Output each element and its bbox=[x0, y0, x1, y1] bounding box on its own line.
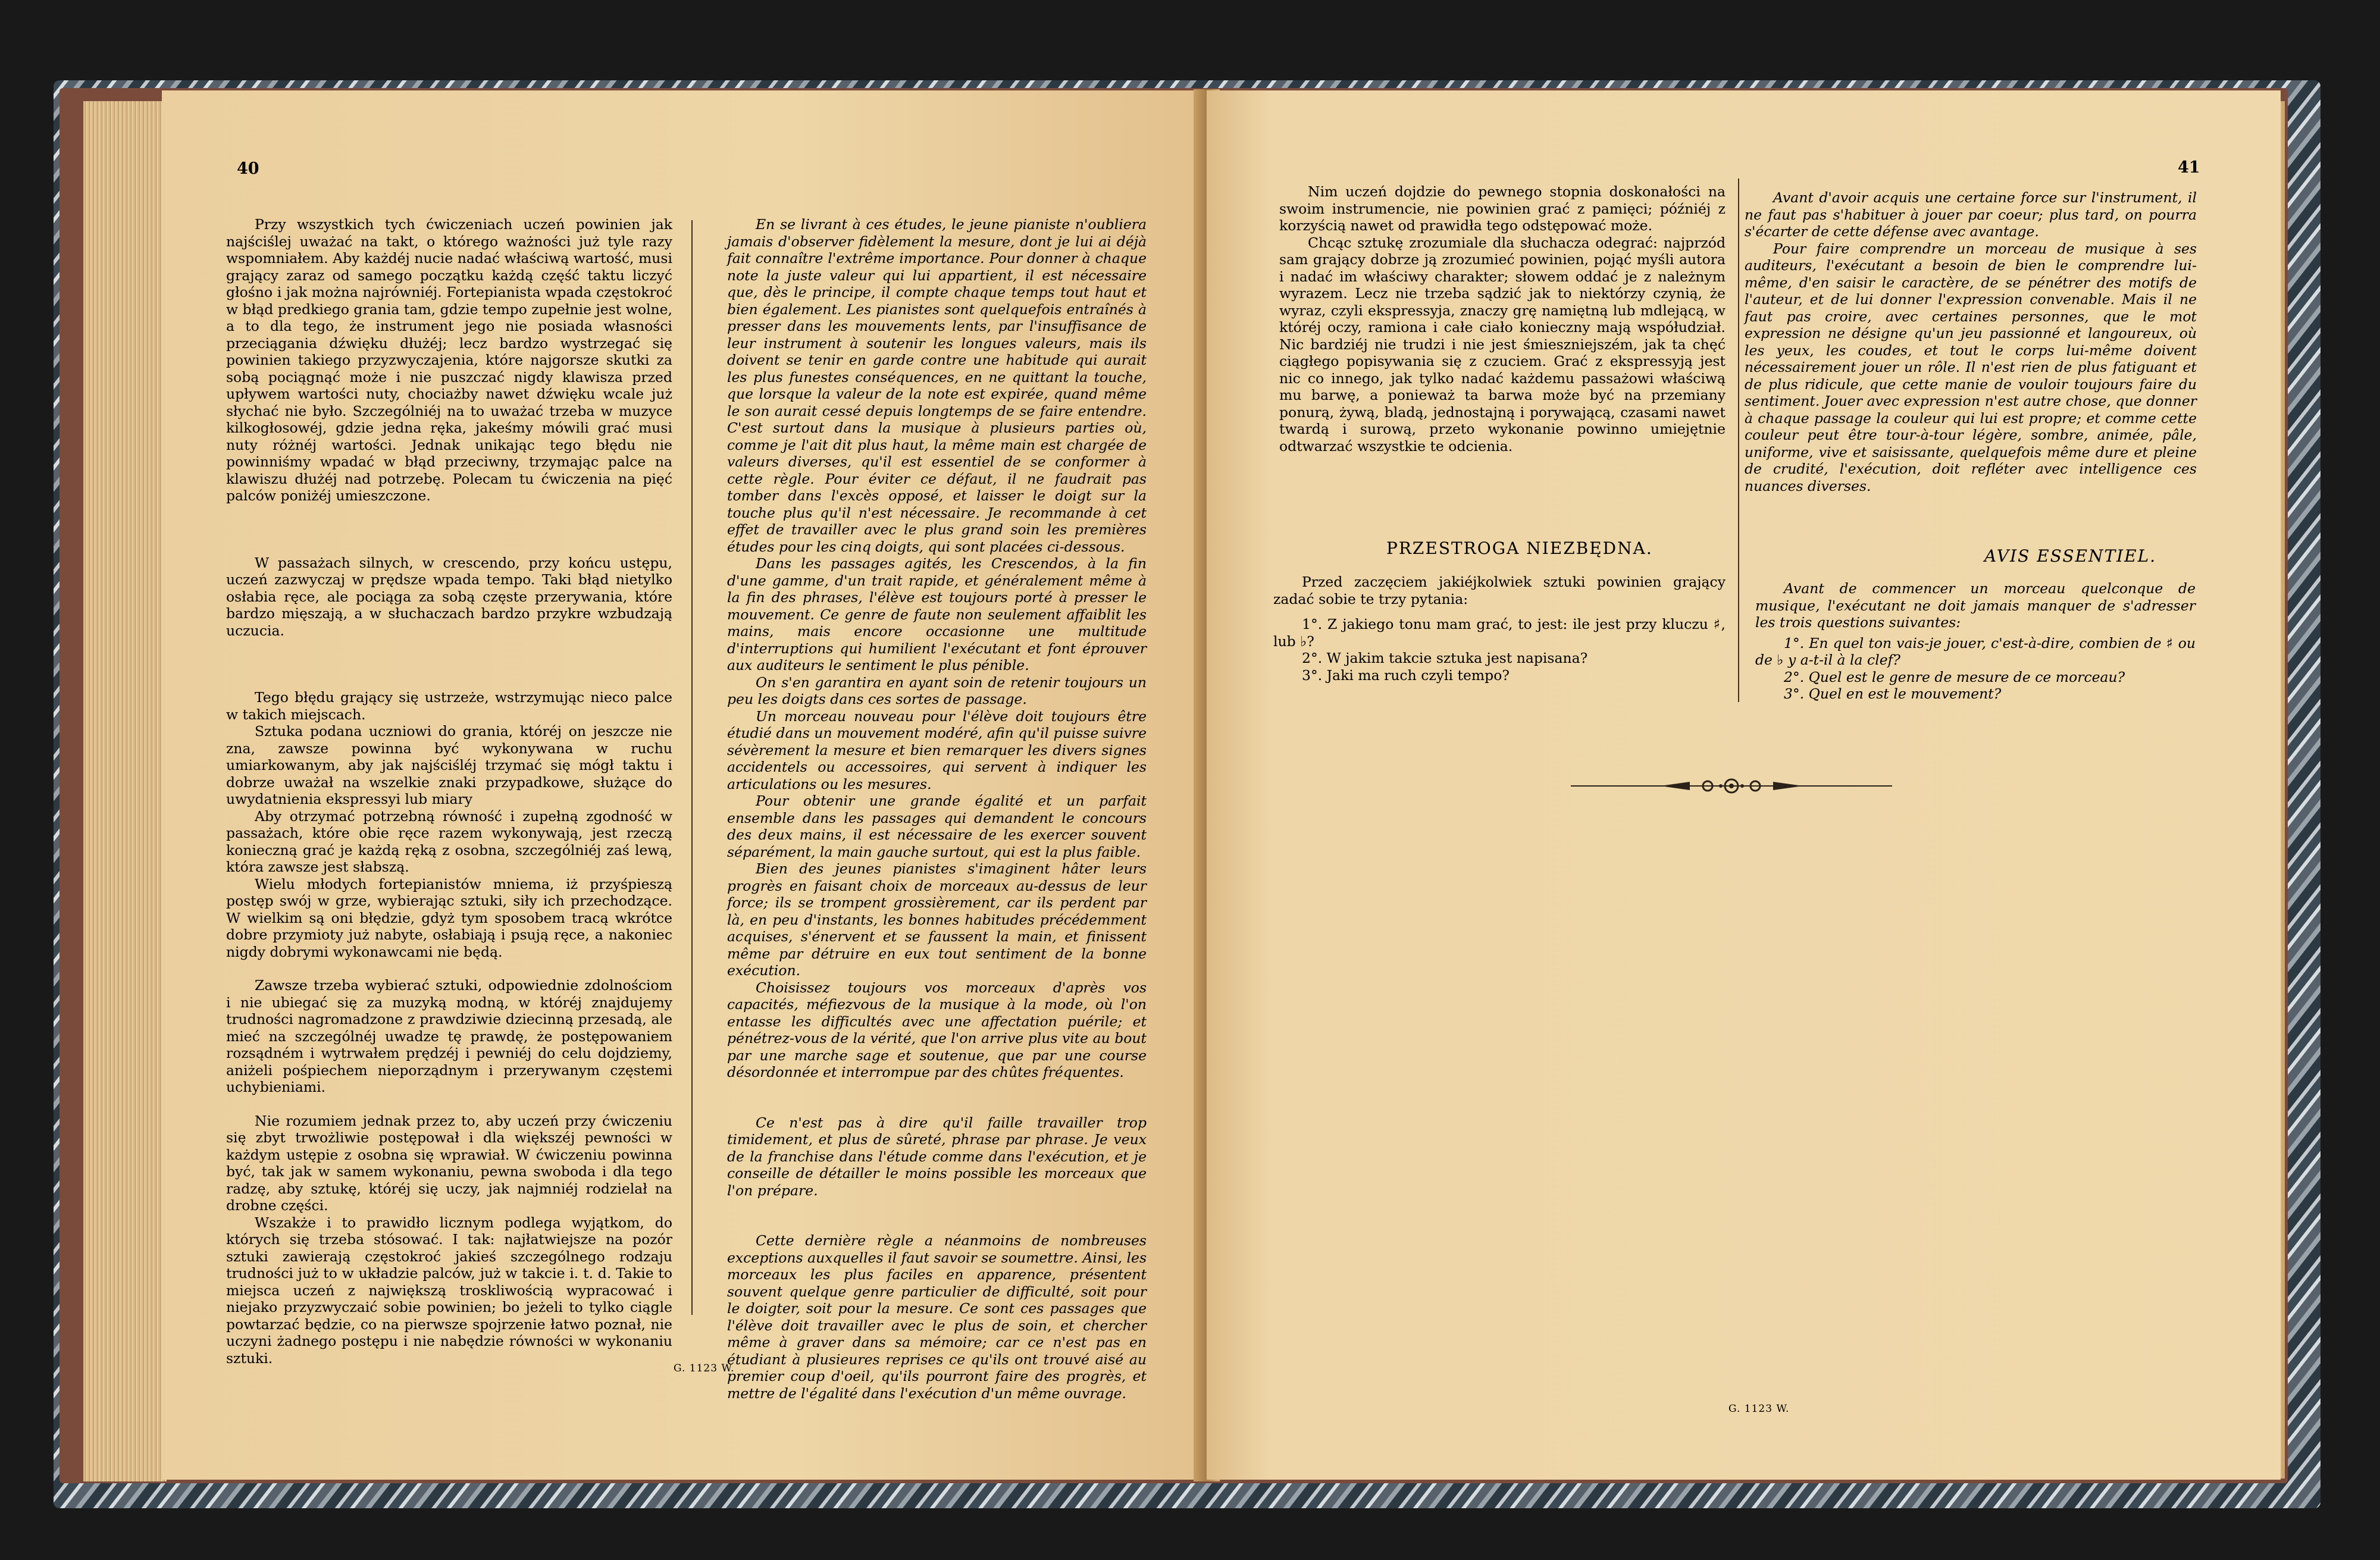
paragraph: Pour obtenir une grande égalité et un parfait ensemble dans les passages qui demandent le concours des deux mains, il est nécessaire de les exercer souvent séparément, la main gauche surtout, qui est la plus faible. bbox=[727, 792, 1147, 860]
warning-intro: Avant de commencer un morceau quelconque de musique, l'exécutant ne doit jamais manquer de s'adresser les trois questions suivantes: bbox=[1755, 580, 2196, 631]
paragraph: Dans les passages agités, les Crescendos, à la fin d'une gamme, d'un trait rapide, et généralement même à la fin des phrases, l'élève est toujours porté à presser le mouvement. Ce genre de faute non seulement affaiblit les mains, mais encore occasionne une multitude d'interruptions qui humilient l'exécutant et font éprouver aux auditeurs le sentiment le plus pénible. bbox=[727, 555, 1147, 674]
paragraph: Sztuka podana uczniowi do grania, któréj on jeszcze nie zna, zawsze powinna być wykonywana w ruchu umiarkowanym, aby jak najściśléj trzymać się mógł taktu i dobrze uważał na wszelkie znaki przypadkowe, służące do uwydatnienia ekspressyi lub miary bbox=[226, 723, 672, 807]
french-section-heading: AVIS ESSENTIEL. bbox=[1984, 546, 2157, 566]
french-warning-block bbox=[1755, 580, 2196, 703]
paragraph: Nim uczeń dojdzie do pewnego stopnia doskonałości na swoim instrumencie, nie powinien grać z pamięci; późniéj z korzyścią nawet od prawidła tego odstępować może. bbox=[1279, 183, 1726, 234]
left-polish-column bbox=[226, 216, 672, 1367]
paragraph: En se livrant à ces études, le jeune pianiste n'oubliera jamais d'observer fidèlement la mesure, dont je lui ai déjà fait connaître l'extrême importance. Pour donner à chaque note la juste valeur qui lui appartient, il est nécessaire que, dès le principe, il compte chaque temps tout haut et bien également. Les pianistes sont quelquefois entraînés à presser dans les mouvements lents, par l'insuffisance de leur instrument à soutenir les longues valeurs, mais ils doivent se tenir en garde contre une habitude qui aurait les plus funestes conséquences, en ne quittant la touche, que lorsque la valeur de la note est expirée, quand même le son aurait cessé depuis longtemps de se faire entendre. C'est surtout dans la musique à plusieurs parties où, comme je l'ait dit plus haut, la même main est chargée de valeurs diverses, qu'il est essentiel de se conformer à cette règle. Pour éviter ce défaut, il ne faudrait pas tomber dans l'excès opposé, et laisser le doigt sur la touche plus qu'il n'est nécessaire. Je recommande à cet effet de travailler avec le plus grand soin les premières études pour les cinq doigts, qui sont placées ci-dessous. bbox=[727, 216, 1147, 555]
right-polish-column bbox=[1279, 183, 1726, 455]
column-rule bbox=[691, 220, 693, 1315]
paragraph: Zawsze trzeba wybierać sztuki, odpowiednie zdolnościom i nie ubiegać się za muzyką modną, w któréj znajdujemy trudności nagromadzone z prawdziwie dziecinną przesadą, ale mieć na szczególnéj uwadze tę prawdę, że postępowaniem rozsądném i wytrwałem prędzéj i pewniéj do celu dojdziemy, aniżeli pośpiechem nieporządnym i przerywanym częstemi uchybieniami. bbox=[226, 977, 672, 1095]
paragraph: Wielu młodych fortepianistów mniema, iż przyśpieszą postęp swój w grze, wybierając sztuki, siły ich przechodzące. W wielkim są oni błędzie, gdyż tym sposobem tracą wkrótce dobre przymioty już nabyte, osłabiają i psują ręce, a nakoniec nigdy dobrymi wykonawcami nie będą. bbox=[226, 875, 672, 960]
question-item: 3°. Quel en est le mouvement? bbox=[1784, 685, 2002, 702]
page-number-right: 41 bbox=[2178, 158, 2200, 177]
paragraph: Wszakże i to prawidło licznym podlega wyjątkom, do których się trzeba stósować. I tak: najłatwiejsze na pozór sztuki zawierają częstokroć jakieś szczególnego rodzaju trudności już to w układzie palców, już w takcie i. t. d. Takie to miejsca uczeń z największą troskliwością wypracować i niejako przyzwyczaić sobie powinien; bo jeżeli to tylko ciągle powtarzać będzie, co na pierwsze spojrzenie łatwo poznał, nie uczyni żadnego postępu i nie nabędzie równości w wykonaniu sztuki. bbox=[226, 1214, 672, 1367]
paragraph: Ce n'est pas à dire qu'il faille travailler trop timidement, et plus de sûreté, phrase par phrase. Je veux de la franchise dans l'étude comme dans l'exécution, et je conseille de détailler le moins possible les morceaux que l'on prépare. bbox=[727, 1114, 1147, 1199]
paragraph: Aby otrzymać potrzebną równość i zupełną zgodność w passażach, które obie ręce razem wykonywają, jest rzeczą konieczną grać je każdą ręką z osobna, szczególniéj zaś lewą, która zawsze jest słabszą. bbox=[226, 807, 672, 875]
paragraph: Tego błędu grający się ustrzeże, wstrzymując nieco palce w takich miejscach. bbox=[226, 689, 672, 723]
decorative-ornament bbox=[1571, 775, 1892, 797]
column-rule bbox=[1738, 178, 1739, 702]
left-french-column bbox=[727, 216, 1147, 1402]
paragraph: Przy wszystkich tych ćwiczeniach uczeń powinien jak najściślej uważać na takt, o którego ważności już tyle razy wspomniałem. Aby każdéj nucie nadać właściwą wartość, musi grający zaraz od samego początku każdą część taktu liczyć głośno i jak można najrówniéj. Fortepianista wpada częstokroć w błąd predkiego grania tam, gdzie tempo zupełnie jest wolne, a to dla tego, że instrument jego nie posiada własności przeciągania dźwięku dłużéj; lecz bardzo wystrzegać się powinien takiego przyzwyczajenia, które najgorsze skutki za sobą pociągnąć może i nie puszczać nigdy klawisza przed upływem wartości nuty, chociażby nawet dźwięku wcale już słychać nie było. Szczególniéj na to uważać trzeba w muzyce kilkogłosowéj, gdzie jedna ręka, jakeśmy mówili grać musi nuty różnéj wartości. Jednak unikając tego błędu nie powinniśmy wpadać w błąd przeciwny, trzymając palce na klawiszu dłużéj nad potrzebę. Polecam tu ćwiczenia na pięć palców poniżéj umieszczone. bbox=[226, 216, 672, 504]
page-number-left: 40 bbox=[237, 159, 259, 178]
paragraph: Choisissez toujours vos morceaux d'après vos capacités, méfiezvous de la musique à la mode, où l'on entasse les difficultés avec une affectation puérile; et pénétrez-vous de la vérité, que l'on arrive plus vite au bout par une marche sage et soutenue, que par une course désordonnée et interrompue par des chûtes fréquentes. bbox=[727, 979, 1147, 1080]
question-item: 2°. Quel est le genre de mesure de ce morceau? bbox=[1784, 668, 2125, 685]
paragraph: Cette dernière règle a néanmoins de nombreuses exceptions auxquelles il faut savoir se soumettre. Ainsi, les morceaux les plus faciles en apparence, présentent souvent quelque genre particulier de difficulté, soit pour le doigter, soit pour la mesure. Ce sont ces passages que l'élève doit travailler avec le plus de soin, et chercher même à graver dans sa mémoire; car ce n'est pas en étudiant à plusieures reprises ce qu'ils ont trouvé aisé au premier coup d'oeil, qu'ils pourront faire des progrès, et mettre de l'égalité dans l'exécution d'un même ouvrage. bbox=[727, 1232, 1147, 1402]
polish-warning-block bbox=[1273, 574, 1726, 684]
paragraph: On s'en garantira en ayant soin de retenir toujours un peu les doigts dans ces sortes de passage. bbox=[727, 674, 1147, 707]
polish-section-heading: PRZESTROGA NIEZBĘDNA. bbox=[1386, 538, 1653, 558]
right-french-column bbox=[1745, 189, 2197, 494]
question-item: 1°. Z jakiego tonu mam grać, to jest: ile jest przy kluczu ♯, lub ♭? bbox=[1273, 616, 1726, 650]
footer-plate-number-right: G. 1123 W. bbox=[1728, 1403, 1790, 1415]
paragraph: Nie rozumiem jednak przez to, aby uczeń przy ćwiczeniu się zbyt trwożliwie postępował i dla większéj pewności w każdym ustępie z osobna się wprawiał. W ćwiczeniu powinna być, tak jak w samem wykonaniu, pewna swoboda i dla tego radzę, aby sztukę, któréj się uczy, jak najmniéj rodzielał na drobne części. bbox=[226, 1112, 672, 1214]
paragraph: Chcąc sztukę zrozumiale dla słuchacza odegrać: najprzód sam grający dobrze ją zrozumieć powinien, pojąć myśli autora i nadać im właściwy charakter; słowem oddać je z należnym wyrazem. Lecz nie trzeba sądzić jak to niektórzy czynią, że wyraz, czyli ekspressyja, znaczy grę namiętną lub mdlejącą, w któréj oczy, ramiona i całe ciało konieczny mają współudział. Nic bardziéj nie trudzi i nie jest śmieszniejszém, jak ta chęć ciągłego popisywania się z czuciem. Grać z ekspressyją jest nic co innego, jak tylko nadać każdemu passażowi właściwą mu barwę, a ponieważ ta barwa może być na przemiany ponurą, żywą, bladą, jednostajną i porywającą, czasami nawet twardą i surową, przeto wykonanie powinno umiejętnie odtwarzać wszystkie te odcienia. bbox=[1279, 234, 1726, 455]
paragraph: Bien des jeunes pianistes s'imaginent hâter leurs progrès en faisant choix de morceaux au-dessus de leur force; ils se trompent grossièrement, car ils perdent par là, en peu d'instants, les bonnes habitudes précédemment acquises, s'énervent et se faussent la main, et finissent même par détruire en eux tout sentiment de la bonne exécution. bbox=[727, 860, 1147, 979]
question-item: 3°. Jaki ma ruch czyli tempo? bbox=[1302, 666, 1510, 684]
paragraph: Un morceau nouveau pour l'élève doit toujours être étudié dans un mouvement modéré, afin qu'il puisse suivre sévèrement la mesure et bien remarquer les divers signes accidentels ou accessoires, qui servent à indiquer les articulations ou les mesures. bbox=[727, 707, 1147, 792]
left-page-edges bbox=[83, 101, 167, 1481]
question-item: 1°. En quel ton vais-je jouer, c'est-à-dire, combien de ♯ ou de ♭ y a-t-il à la clef? bbox=[1755, 634, 2196, 668]
question-item: 2°. W jakim takcie sztuka jest napisana? bbox=[1302, 650, 1588, 666]
warning-intro: Przed zaczęciem jakiéjkolwiek sztuki powinien grający zadać sobie te trzy pytania: bbox=[1273, 574, 1726, 607]
paragraph: W passażach silnych, w crescendo, przy końcu ustępu, uczeń zazwyczaj w prędsze wpada tempo. Taki błąd nietylko osłabia ręce, ale pociąga za sobą częste przerywania, które bardzo mięszają, a w słuchaczach bardzo przykre wzbudzają uczucia. bbox=[226, 554, 672, 639]
footer-plate-number-left: G. 1123 W. bbox=[674, 1362, 735, 1374]
paragraph: Pour faire comprendre un morceau de musique à ses auditeurs, l'exécutant a besoin de bien le comprendre lui-même, d'en saisir le caractère, de se pénétrer des motifs de l'auteur, et de lui donner l'expression convenable. Mais il ne faut pas croire, avec certaines personnes, que le mot expression ne désigne qu'un jeu passionné et langoureux, où les yeux, les coudes, et tout le corps lui-même doivent nécessairement jouer un rôle. Il n'est rien de plus fatiguant et de plus ridicule, que cette manie de vouloir toujours faire du sentiment. Jouer avec expression n'est autre chose, que donner à chaque passage la couleur qui lui est propre; et comme cette couleur peut être tour-à-tour légère, sombre, animée, pâle, uniforme, vive et saisissante, quelquefois même dure et pleine de crudité, l'exécution, doit refléter avec intelligence ces nuances diverses. bbox=[1745, 240, 2197, 494]
paragraph: Avant d'avoir acquis une certaine force sur l'instrument, il ne faut pas s'habituer à jouer par coeur; plus tard, on pourra s'écarter de cette défense avec avantage. bbox=[1745, 189, 2197, 240]
